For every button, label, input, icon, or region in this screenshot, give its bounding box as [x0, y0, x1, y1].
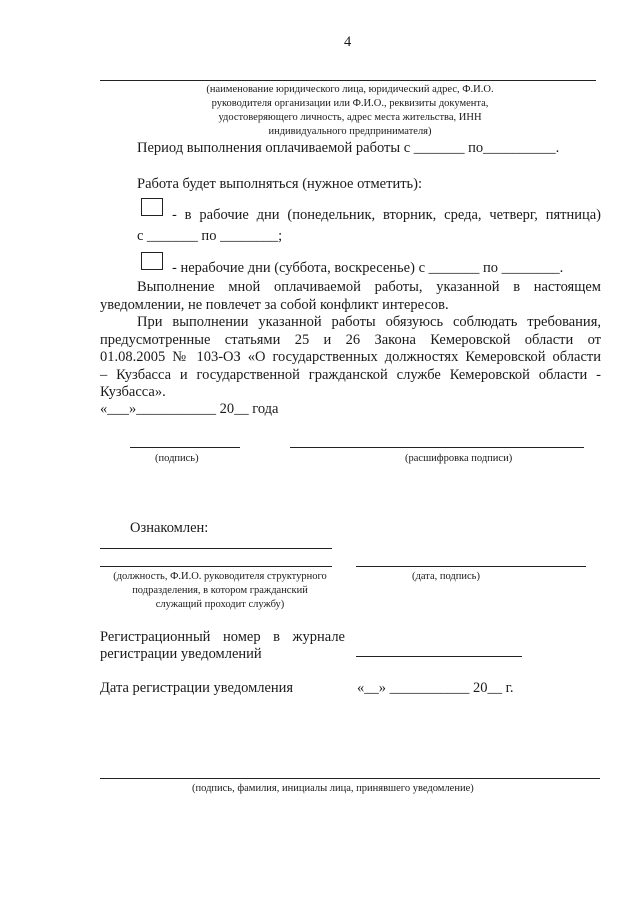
- applicant-caption: [150, 83, 550, 139]
- position-caption-line: подразделения, в котором гражданский: [132, 585, 308, 596]
- reg-number-line: [356, 656, 522, 657]
- date-sign-caption: (дата, подпись): [412, 571, 480, 582]
- weekend-option-label: - нерабочие дни (суббота, воскресенье) с _______ по ________.: [172, 260, 564, 276]
- reg-date-label: Дата регистрации уведомления: [100, 680, 294, 696]
- weekdays-checkbox[interactable]: [141, 198, 163, 216]
- reg-date-value: «__» ___________ 20__ г.: [357, 680, 514, 696]
- work-period-line: Период выполнения оплачиваемой работы с _______ по__________.: [137, 140, 560, 156]
- position-caption: [95, 570, 345, 612]
- conflict-paragraph-line: Выполнение мной оплачиваемой работы, указанной в настоящем: [137, 279, 601, 295]
- acquainted-label: Ознакомлен:: [130, 520, 209, 536]
- weekend-checkbox[interactable]: [141, 252, 163, 270]
- reg-number-label: Регистрационный номер в журнале: [100, 629, 345, 645]
- signature-line: [130, 447, 240, 448]
- applicant-caption-line: удостоверяющего личность, адрес места жительства, ИНН: [218, 112, 482, 123]
- acquainted-name-line: [100, 548, 332, 549]
- signature-decoding-line: [290, 447, 584, 448]
- weekdays-date-range: с _______ по ________;: [137, 228, 283, 244]
- reg-number-label: регистрации уведомлений: [100, 646, 262, 662]
- page-number: 4: [344, 34, 352, 50]
- weekdays-option-label: - в рабочие дни (понедельник, вторник, среда, четверг, пятница): [172, 207, 601, 223]
- applicant-caption-line: (наименование юридического лица, юридический адрес, Ф.И.О.: [206, 84, 494, 95]
- obligation-paragraph-line: предусмотренные статьями 25 и 26 Закона Кемеровской области от: [100, 332, 601, 348]
- signature-decoding-caption: (расшифровка подписи): [405, 453, 513, 464]
- position-caption-line: (должность, Ф.И.О. руководителя структурного: [113, 571, 327, 582]
- obligation-paragraph-line: При выполнении указанной работы обязуюсь соблюдать требования,: [137, 314, 601, 330]
- date-sign-line: [356, 566, 586, 567]
- receiver-signature-caption: (подпись, фамилия, инициалы лица, принявшего уведомление): [192, 783, 474, 794]
- conflict-paragraph-line: уведомлении, не повлечет за собой конфликт интересов.: [100, 297, 449, 313]
- position-line: [100, 566, 332, 567]
- obligation-paragraph-line: – Кузбасса и государственной гражданской службе Кемеровской области -: [100, 367, 601, 383]
- applicant-caption-line: индивидуального предпринимателя): [268, 126, 432, 137]
- signature-caption: (подпись): [155, 453, 199, 464]
- work-mode-label: Работа будет выполняться (нужное отметить):: [137, 176, 423, 192]
- document-date: «___»___________ 20__ года: [100, 401, 279, 417]
- obligation-paragraph-line: Кузбасса».: [100, 384, 166, 400]
- applicant-caption-line: руководителя организации или Ф.И.О., реквизиты документа,: [211, 98, 489, 109]
- applicant-name-line: [100, 80, 596, 81]
- receiver-signature-line: [100, 778, 600, 779]
- obligation-paragraph-line: 01.08.2005 № 103-ОЗ «О государственных должностях Кемеровской области: [100, 349, 601, 365]
- position-caption-line: служащий проходит службу): [155, 599, 285, 610]
